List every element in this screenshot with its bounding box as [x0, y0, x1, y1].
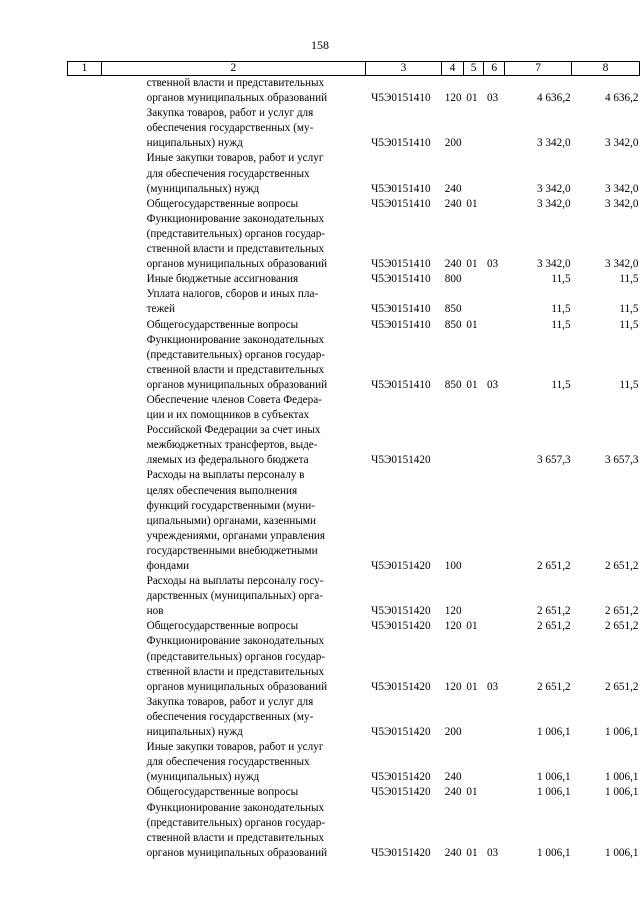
amount-cell: 2 651,2 [537, 620, 571, 633]
table-row [68, 634, 640, 694]
name-line: тежей [146, 303, 175, 316]
row-number-cell [68, 619, 102, 634]
expense-type-cell: 850 [444, 318, 462, 331]
name-line: Функционирование законодательных [146, 333, 325, 346]
subsection-cell [484, 740, 505, 785]
column-header: 4 [442, 62, 464, 76]
code-cell: Ч5Э0151410 [371, 182, 431, 195]
name-line: Иные бюджетные ассигнования [146, 273, 299, 286]
budget-table [67, 61, 640, 861]
subsection-cell [484, 106, 505, 151]
expense-type-cell: 240 [444, 258, 462, 271]
section-cell [463, 740, 484, 785]
name-cell [102, 801, 366, 861]
name-line: ципальными) органами, казенными [146, 514, 316, 527]
section-cell: 01 [466, 846, 478, 859]
amount-cell: 3 342,0 [604, 258, 639, 271]
name-line: ляемых из федерального бюджета [146, 454, 309, 467]
name-cell [102, 468, 366, 574]
name-line: учреждениями, органами управления [146, 529, 326, 542]
name-cell [102, 76, 366, 107]
row-number-cell [68, 740, 102, 785]
subsection-cell: 03 [486, 680, 499, 693]
name-line: Закупка товаров, работ и услуг для [146, 107, 314, 120]
section-cell: 01 [466, 680, 478, 693]
name-line: Функционирование законодательных [146, 635, 325, 648]
amount-cell: 2 651,2 [604, 680, 639, 693]
subsection-cell: 03 [486, 92, 499, 105]
code-cell: Ч5Э0151410 [371, 258, 431, 271]
name-line: фондами [146, 560, 190, 572]
subsection-cell: 03 [486, 846, 499, 859]
name-cell [102, 318, 366, 333]
amount-cell: 11,5 [619, 303, 639, 316]
name-line: органов муниципальных образований [146, 680, 328, 693]
section-cell: 01 [466, 786, 478, 799]
name-line: Уплата налогов, сборов и иных пла- [146, 288, 319, 301]
subsection-cell [484, 393, 505, 468]
subsection-cell [484, 151, 505, 196]
name-line: Функционирование законодательных [146, 801, 325, 814]
name-line: ственной власти и представительных [146, 243, 325, 256]
expense-type-cell: 240 [444, 771, 462, 784]
expense-type-cell: 850 [444, 378, 462, 391]
amount-cell: 11,5 [551, 273, 571, 286]
row-number-cell [68, 106, 102, 151]
amount-cell: 1 006,1 [537, 771, 571, 784]
amount-cell: 11,5 [619, 318, 639, 331]
name-line: органов муниципальных образований [146, 846, 328, 859]
subsection-cell [484, 695, 505, 740]
amount-cell: 1 006,1 [537, 846, 571, 859]
amount-cell: 4 636,2 [537, 92, 571, 105]
name-line: Функционирование законодательных [146, 212, 325, 225]
name-line: ственной власти и представительных [146, 363, 325, 376]
expense-type-cell: 120 [444, 92, 462, 105]
name-cell [102, 212, 366, 272]
code-cell: Ч5Э0151420 [371, 620, 431, 633]
expense-type-cell: 850 [444, 303, 462, 316]
amount-cell: 3 657,3 [604, 454, 639, 467]
name-line: ниципальных) нужд [146, 726, 243, 739]
name-line: нов [146, 605, 164, 618]
section-cell [463, 468, 484, 574]
section-cell: 01 [466, 258, 478, 271]
row-number-cell [68, 151, 102, 196]
amount-cell: 3 342,0 [537, 182, 571, 195]
column-header: 1 [68, 62, 102, 76]
code-cell: Ч5Э0151410 [371, 137, 431, 150]
row-number-cell [68, 333, 102, 393]
table-body [68, 76, 640, 861]
name-line: ственной власти и представительных [146, 831, 325, 844]
name-line: Закупка товаров, работ и услуг для [146, 695, 314, 708]
table-row [68, 801, 640, 861]
name-line: органов муниципальных образований [146, 378, 328, 391]
name-line: Общегосударственные вопросы [146, 786, 299, 799]
table-row [68, 393, 640, 468]
amount-cell: 2 651,2 [604, 560, 639, 572]
section-cell: 01 [466, 378, 478, 391]
amount-cell: 3 342,0 [537, 197, 571, 210]
name-line: обеспечения государственных (му- [146, 710, 314, 723]
name-line: функций государственными (муни- [146, 499, 315, 512]
column-header: 2 [102, 62, 366, 76]
row-number-cell [68, 785, 102, 800]
amount-cell: 2 651,2 [604, 605, 639, 618]
name-line: (муниципальных) нужд [146, 182, 260, 195]
table-row [68, 740, 640, 785]
amount-cell: 11,5 [551, 303, 571, 316]
amount-cell: 3 657,3 [537, 454, 571, 467]
amount-cell: 3 342,0 [604, 197, 639, 210]
name-cell [102, 333, 366, 393]
subsection-cell [484, 197, 505, 212]
name-line: Общегосударственные вопросы [146, 318, 299, 331]
name-line: Иные закупки товаров, работ и услуг [146, 152, 324, 165]
amount-cell: 1 006,1 [537, 726, 571, 739]
expense-type-cell: 240 [444, 182, 462, 195]
subsection-cell [484, 272, 505, 287]
expense-type-cell: 200 [444, 137, 462, 150]
name-line: Российской Федерации за счет иных [146, 424, 321, 437]
row-number-cell [68, 76, 102, 107]
section-cell [463, 574, 484, 619]
name-line: Обеспечение членов Совета Федера- [146, 393, 322, 406]
name-cell [102, 695, 366, 740]
name-line: органов муниципальных образований [146, 92, 328, 105]
amount-cell: 2 651,2 [537, 680, 571, 693]
expense-type-cell: 120 [444, 620, 462, 633]
name-cell [102, 785, 366, 800]
code-cell: Ч5Э0151420 [371, 771, 431, 784]
subsection-cell: 03 [486, 378, 499, 391]
expense-type-cell: 240 [444, 786, 462, 799]
column-header: 8 [572, 62, 640, 76]
name-cell [102, 574, 366, 619]
name-line: ции и их помощников в субъектах [146, 409, 310, 422]
row-number-cell [68, 212, 102, 272]
name-line: (представительных) органов государ- [146, 650, 326, 663]
code-cell: Ч5Э0151410 [371, 303, 431, 316]
code-cell: Ч5Э0151420 [371, 786, 431, 799]
amount-cell: 11,5 [619, 378, 639, 391]
name-cell [102, 106, 366, 151]
table-row [68, 785, 640, 800]
section-cell: 01 [466, 92, 478, 105]
table-row [68, 76, 640, 107]
code-cell: Ч5Э0151410 [371, 318, 431, 331]
name-cell [102, 151, 366, 196]
subsection-cell [484, 619, 505, 634]
amount-cell: 4 636,2 [604, 92, 639, 105]
name-line: Общегосударственные вопросы [146, 620, 299, 633]
code-cell: Ч5Э0151420 [371, 726, 431, 739]
column-header: 7 [505, 62, 572, 76]
row-number-cell [68, 318, 102, 333]
table-row [68, 197, 640, 212]
row-number-cell [68, 272, 102, 287]
column-header: 5 [463, 62, 484, 76]
expense-type-cell: 240 [444, 846, 462, 859]
expense-type-cell: 100 [444, 560, 462, 572]
table-row [68, 695, 640, 740]
name-line: ственной власти и представительных [146, 77, 325, 89]
page-number: 158 [311, 38, 329, 52]
row-number-cell [68, 695, 102, 740]
row-number-cell [68, 287, 102, 317]
name-cell [102, 619, 366, 634]
name-line: Иные закупки товаров, работ и услуг [146, 741, 324, 754]
table-row [68, 212, 640, 272]
column-header: 3 [365, 62, 442, 76]
name-line: дарственных (муниципальных) орга- [146, 590, 323, 603]
expense-type-cell [442, 393, 464, 468]
section-cell [463, 106, 484, 151]
table-row [68, 468, 640, 574]
amount-cell: 3 342,0 [537, 258, 571, 271]
amount-cell: 1 006,1 [604, 786, 639, 799]
expense-type-cell: 200 [444, 726, 462, 739]
expense-type-cell: 240 [444, 197, 462, 210]
subsection-cell [484, 574, 505, 619]
amount-cell: 1 006,1 [537, 786, 571, 799]
subsection-cell [484, 318, 505, 333]
name-line: ственной власти и представительных [146, 665, 325, 678]
name-cell [102, 287, 366, 317]
name-line: (муниципальных) нужд [146, 771, 260, 784]
amount-cell: 11,5 [551, 378, 571, 391]
amount-cell: 2 651,2 [604, 620, 639, 633]
section-cell [463, 151, 484, 196]
code-cell: Ч5Э0151420 [371, 680, 431, 693]
code-cell: Ч5Э0151410 [371, 273, 431, 286]
section-cell: 01 [466, 318, 478, 331]
amount-cell: 3 342,0 [604, 137, 639, 150]
name-line: Расходы на выплаты персоналу госу- [146, 575, 324, 588]
amount-cell: 1 006,1 [604, 771, 639, 784]
section-cell [463, 695, 484, 740]
table-row [68, 106, 640, 151]
name-line: межбюджетных трансфертов, выде- [146, 439, 318, 452]
table-row [68, 318, 640, 333]
subsection-cell [484, 287, 505, 317]
amount-cell: 1 006,1 [604, 846, 639, 859]
code-cell: Ч5Э0151410 [371, 92, 431, 105]
name-line: Общегосударственные вопросы [146, 197, 299, 210]
name-line: государственными внебюджетными [146, 544, 318, 557]
name-cell [102, 740, 366, 785]
amount-cell: 11,5 [551, 318, 571, 331]
expense-type-cell: 800 [444, 273, 462, 286]
name-cell [102, 634, 366, 694]
expense-type-cell: 120 [444, 605, 462, 618]
amount-cell: 2 651,2 [537, 560, 571, 572]
section-cell [463, 272, 484, 287]
code-cell: Ч5Э0151410 [371, 378, 431, 391]
name-line: (представительных) органов государ- [146, 227, 326, 240]
amount-cell: 11,5 [619, 273, 639, 286]
table-row [68, 574, 640, 619]
amount-cell: 2 651,2 [537, 605, 571, 618]
table-header-row [68, 62, 640, 76]
table-row [68, 619, 640, 634]
name-line: (представительных) органов государ- [146, 816, 326, 829]
expense-type-cell: 120 [444, 680, 462, 693]
row-number-cell [68, 197, 102, 212]
row-number-cell [68, 468, 102, 574]
name-cell [102, 272, 366, 287]
code-cell: Ч5Э0151410 [371, 197, 431, 210]
name-line: ниципальных) нужд [146, 137, 243, 150]
code-cell: Ч5Э0151420 [371, 560, 431, 572]
name-line: для обеспечения государственных [146, 756, 310, 769]
table-row [68, 333, 640, 393]
name-cell [102, 197, 366, 212]
name-line: обеспечения государственных (му- [146, 122, 314, 135]
row-number-cell [68, 574, 102, 619]
code-cell: Ч5Э0151420 [371, 846, 431, 859]
section-cell [463, 393, 484, 468]
subsection-cell: 03 [486, 258, 499, 271]
name-line: Расходы на выплаты персоналу в [146, 469, 305, 482]
table-row [68, 287, 640, 317]
amount-cell: 1 006,1 [604, 726, 639, 739]
table-row [68, 151, 640, 196]
code-cell: Ч5Э0151420 [371, 454, 431, 467]
name-line: для обеспечения государственных [146, 167, 310, 180]
section-cell: 01 [466, 620, 478, 633]
section-cell: 01 [466, 197, 478, 210]
subsection-cell [484, 468, 505, 574]
name-line: органов муниципальных образований [146, 258, 328, 271]
row-number-cell [68, 393, 102, 468]
amount-cell: 3 342,0 [604, 182, 639, 195]
column-header: 6 [484, 62, 505, 76]
code-cell: Ч5Э0151420 [371, 605, 431, 618]
subsection-cell [484, 785, 505, 800]
name-line: целях обеспечения выполнения [146, 484, 298, 497]
table-row [68, 272, 640, 287]
amount-cell: 3 342,0 [537, 137, 571, 150]
row-number-cell [68, 634, 102, 694]
name-cell [102, 393, 366, 468]
name-line: (представительных) органов государ- [146, 348, 326, 361]
section-cell [463, 287, 484, 317]
row-number-cell [68, 801, 102, 861]
